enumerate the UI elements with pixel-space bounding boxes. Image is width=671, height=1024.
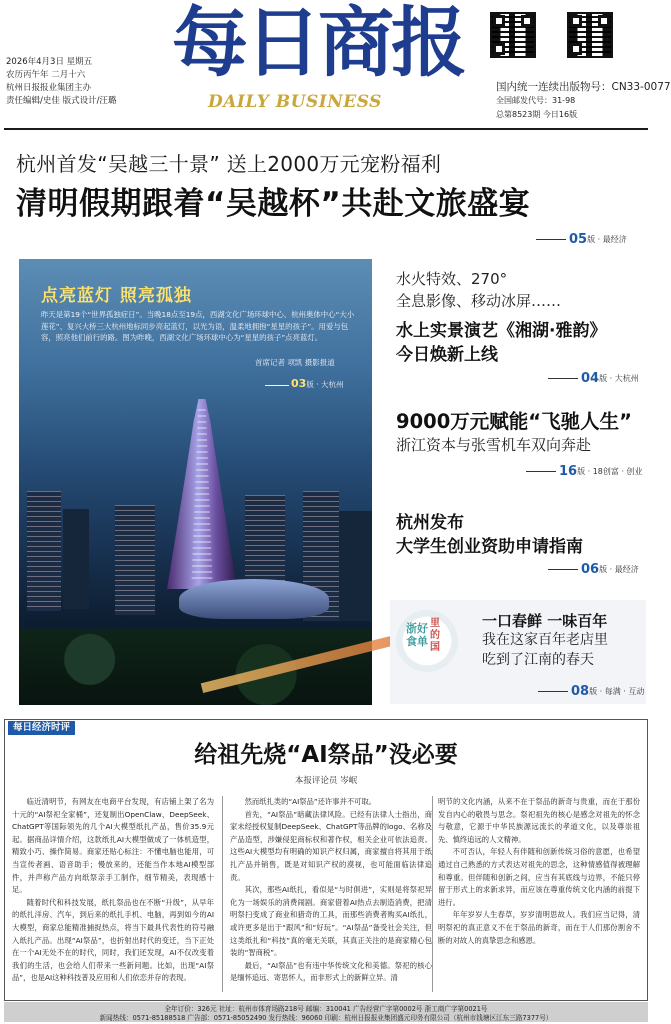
qr-code-icon[interactable] (567, 12, 613, 58)
newspaper-logo: 每日商报 (172, 0, 464, 87)
paragraph: 不可否认，年轻人有伴随和创新传统习俗的意愿，也希望通过自己熟悉的方式表达对祖先的思念，这种情感值得被理解和尊重。但伴随和创新之间，应当有其底线与边界，不能只停留于形式上的求新求异，而应该在尊重传统文化内涵的前提下进行。 (438, 847, 640, 907)
issue-total: 总第8523期 今日16版 (496, 110, 578, 119)
publisher: 杭州日报报业集团主办 (6, 83, 92, 93)
paragraph: 年年岁岁人生春草，岁岁清明思故人。我们应当记得，清明祭祀的真正意义不在于祭品的新奇，而在于人们那份割舍不断的对故人的真挚思念和感恩。 (438, 910, 640, 945)
lead-page-ref[interactable]: 05版 · 最经济 (536, 232, 627, 247)
promo-sub: 我在这家百年老店里 吃到了江南的春天 (482, 632, 608, 668)
story-2-page-ref[interactable]: 16版 · 18创富 · 创业 (526, 464, 643, 479)
masthead-rule (4, 128, 648, 130)
footer-line-1: 全年订价：326元 社址：杭州市体育场路218号 邮编：310041 广告经营广字第0002号 浙工商广字第0021号 (164, 1005, 488, 1013)
story-3-headline-2[interactable]: 大学生创业资助申请指南 (396, 537, 583, 557)
lead-kicker: 杭州首发“吴越三十景” 送上2000万元宠粉福利 (16, 152, 442, 176)
date-block (6, 56, 116, 108)
publication-numbers (496, 80, 671, 122)
cn-number: 国内统一连续出版物号：CN33-0077 (496, 81, 671, 93)
photo-title: 点亮蓝灯 照亮孤独 (41, 286, 192, 306)
promo-box[interactable] (390, 600, 646, 704)
lead-headline[interactable]: 清明假期跟着“吴越杯”共赴文旅盛宴 (16, 186, 531, 222)
paragraph: 首先，“AI祭品”暗藏法律风险。已经有法律人士指出，商家未经授权复制DeepSeek、ChatGPT等品牌的logo、名称及产品造型，涉嫌侵犯商标权和著作权，相关企业可依法追责。这些AI大模型均有明确的知识产权归属，商家擅自将其用于纸扎产品并销售，既是对知识产权的漠视，也可能面临法律追责。 (230, 809, 432, 882)
footer-bar (4, 1002, 648, 1022)
photo-credit: 首席记者 项凯 摄影报道 (255, 358, 335, 367)
story-1-sub: 水火特效、270° (396, 270, 508, 288)
editorial-title[interactable]: 给祖先烧“AI祭品”没必要 (194, 742, 458, 768)
photo-page-ref[interactable]: 03版 · 大杭州 (265, 377, 343, 390)
story-3-page-ref[interactable]: 06版 · 最经济 (548, 562, 639, 577)
editors: 责任编辑/史佳 版式设计/汪璐 (6, 96, 117, 106)
story-2-sub: 浙江资本与张雪机车双向奔赴 (396, 436, 592, 454)
editorial-tag: 每日经济时评 (8, 721, 75, 735)
paragraph: 然而纸扎类的“AI祭品”还许事并不可取。 (244, 797, 377, 806)
photo-caption: 昨天是第19个“世界孤独症日”。当晚18点至19点，西湖文化广场环球中心、杭州奥体中心“大小莲花”、复兴大桥三大杭州地标同步亮起蓝灯，以光为语，温柔地拥抱“星星的孩子”。用爱与包容，照亮他们前行的路。图为昨晚，西湖文化广场环球中心为“星星的孩子”点亮蓝灯。 (41, 310, 355, 342)
story-1-page-ref[interactable]: 04版 · 大杭州 (548, 371, 639, 386)
story-3-headline[interactable]: 杭州发布 (396, 513, 464, 533)
promo-page-ref[interactable]: 08版 · 每满 · 互动 (538, 684, 644, 699)
newspaper-logo-english: DAILY BUSINESS (208, 92, 382, 112)
story-1-sub-2: 全息影像、移动冰屏…… (396, 292, 562, 310)
food-list-badge-icon: 浙好食单 里的国 (396, 610, 458, 672)
editorial-column-3 (438, 796, 640, 996)
editorial-column-1 (12, 796, 214, 996)
masthead (0, 0, 671, 136)
issue-date: 2026年4月3日 星期五 (6, 57, 93, 67)
lunar-date: 农历丙午年 二月十六 (6, 70, 86, 80)
promo-headline: 一口春鲜 一味百年 (482, 612, 608, 630)
footer-line-2: 新闻热线：0571-85188518 广告部：0571-85052490 发行热线：96060 印刷：杭州日报报业集团盛元印务有限公司（杭州市钱塘区江东三路7377号） (99, 1014, 553, 1022)
story-1-headline-2[interactable]: 今日焕新上线 (396, 345, 498, 365)
story-2-headline[interactable]: 9000万元赋能“飞驰人生” (396, 410, 632, 433)
qr-code-icon[interactable] (490, 12, 536, 58)
paragraph: 随着时代和科技发展，纸扎祭品也在不断“升级”，从早年的纸扎洋房、汽车，到后来的纸扎手机、电脑，再到如今的AI大模型，商家总能精准捕捉热点，将当下最具代表性的符号融入纸扎产品。出现“AI祭品”，也折射出时代的变迁，当下正处在一个AI无处不在的时代，同时，我们还发现，AI不仅改变着我们的生活，也会给人们带来一些新问题。比如，出现“AI祭品”，也是AI这种科技普及应用和人们依恋并存的表现。 (12, 897, 214, 983)
paragraph: 最后，“AI祭品”也有违中华传统文化和美德。祭祀的核心是缅怀追远、寄思怀人，而非形式上的新鲜立异。清 (230, 960, 432, 983)
editorial-column-2 (230, 796, 432, 996)
paragraph: 临近清明节，有网友在电商平台发现，有店铺上架了名为十元的“AI祭祀全家桶”，还复制出OpenClaw、DeepSeek、ChatGPT等国际领先的几个AI大模型纸扎产品，售价35.9元起。据商品详情介绍，这款纸扎AI大模型做成了一体机造型，精致小巧、操作简易。商家还贴心标注：不懂电脑也能用，可当宣传者画、语音助手；慢放来的，还能当作本地AI模型部件，并声称产品方向纸祭亲手工制作，细节精美，表现感十足。 (12, 797, 214, 895)
paragraph: 其次，那些AI纸扎，看似是“与时俱进”，实则是将祭祀异化为一场娱乐的消费闹剧。商家借着AI热点去制造消费，把清明祭扫变成了商业和猎奇的工具，而那些消费者购买AI纸扎，或许更多是出于“跟风”和“好玩”。“AI祭品”备受社会关注，但这类纸扎和“科技”真的毫无关联，其真正关注的是商家精心包装的“智商税”。 (230, 885, 432, 958)
story-1-headline[interactable]: 水上实景演艺《湘湖·雅韵》 (396, 321, 607, 341)
lead-photo[interactable] (19, 259, 372, 705)
paragraph: 明节的文化内涵，从来不在于祭品的新奇与贵重，而在于那份发自内心的敬畏与思念。祭祀祖先的核心是感念对祖先的怀念与敬意，它源于中华民族源远流长的孝道文化，以及尊崇祖先、慎终追远的人文精神。 (438, 797, 640, 844)
editorial-byline: 本报评论员 岑岷 (294, 776, 358, 786)
postal-code: 全国邮发代号：31-98 (496, 96, 576, 105)
